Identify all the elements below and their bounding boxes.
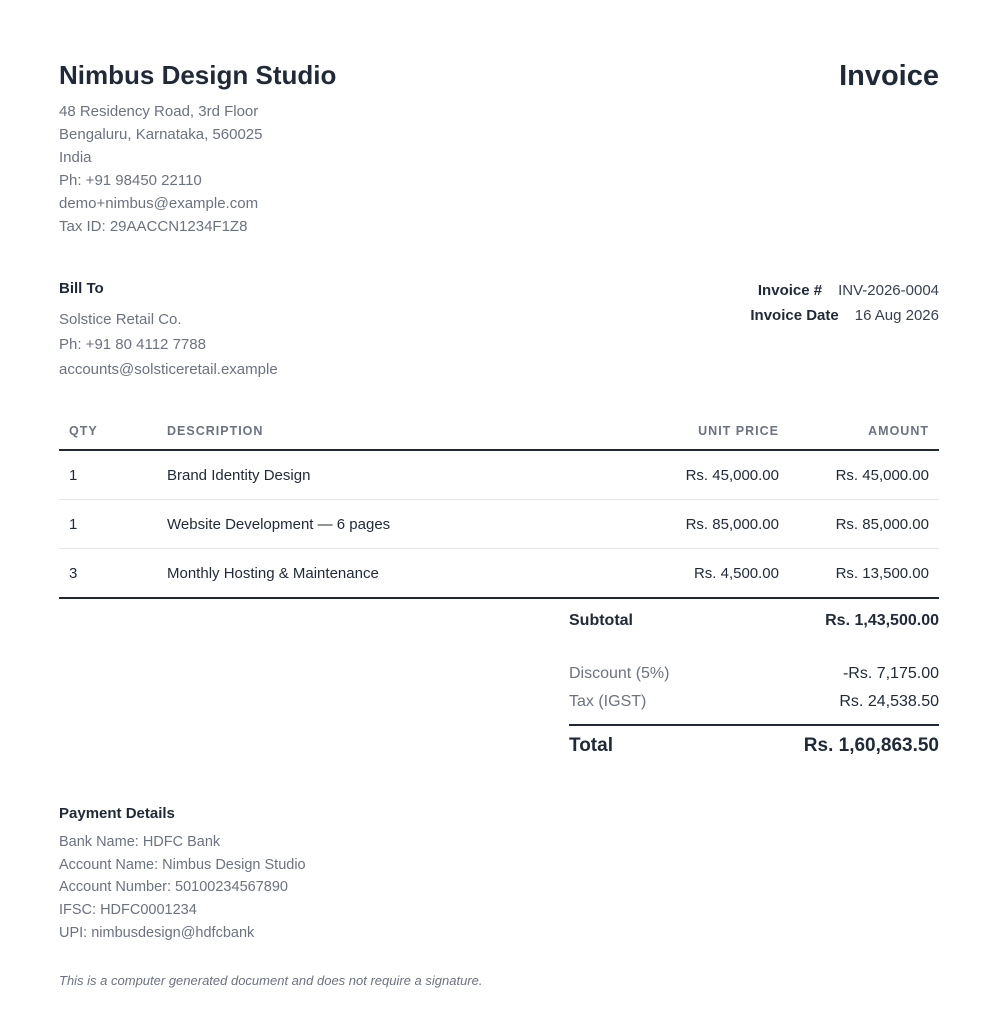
unit-price-header: UNIT PRICE — [569, 412, 789, 450]
client-name: Solstice Retail Co. — [59, 311, 182, 328]
tax-row — [569, 693, 939, 711]
document-title: Invoice — [839, 60, 939, 92]
discount-row — [569, 665, 939, 683]
client-email: accounts@solsticeretail.example — [59, 361, 278, 378]
invoice-meta — [750, 278, 939, 328]
total-value: Rs. 1,60,863.50 — [803, 735, 939, 756]
table-row — [59, 500, 939, 549]
upi-id: UPI: nimbusdesign@hdfcbank — [59, 924, 255, 941]
row-description: Brand Identity Design — [157, 450, 569, 500]
company-email: demo+nimbus@example.com — [59, 195, 259, 212]
company-address — [59, 100, 263, 238]
row-description: Website Development — 6 pages — [157, 500, 569, 549]
invoice-number-value: INV-2026-0004 — [838, 282, 939, 299]
payment-details-label: Payment Details — [59, 805, 175, 822]
row-unit-price: Rs. 4,500.00 — [569, 549, 789, 599]
company-address-line: Bengaluru, Karnataka, 560025 — [59, 126, 263, 143]
company-phone: Ph: +91 98450 22110 — [59, 172, 202, 189]
ifsc-code: IFSC: HDFC0001234 — [59, 902, 197, 919]
subtotal-value: Rs. 1,43,500.00 — [825, 612, 939, 629]
bill-to-details — [59, 307, 278, 382]
amount-header: AMOUNT — [789, 412, 939, 450]
account-number: Account Number: 50100234567890 — [59, 879, 288, 896]
discount-label: Discount (5%) — [569, 665, 670, 682]
line-items-table — [59, 412, 939, 599]
company-address-line: 48 Residency Road, 3rd Floor — [59, 103, 259, 120]
tax-label: Tax (IGST) — [569, 693, 647, 710]
total-divider — [569, 724, 939, 726]
total-label: Total — [569, 735, 613, 756]
description-header: DESCRIPTION — [157, 412, 569, 450]
qty-header: QTY — [59, 412, 157, 450]
invoice-date-row — [750, 303, 939, 328]
invoice-date-value: 16 Aug 2026 — [854, 307, 939, 324]
invoice-number-label: Invoice # — [757, 282, 823, 299]
subtotal-label: Subtotal — [569, 612, 633, 629]
table-row — [59, 450, 939, 500]
bill-to-label: Bill To — [59, 280, 104, 297]
client-phone: Ph: +91 80 4112 7788 — [59, 336, 206, 353]
row-amount: Rs. 13,500.00 — [789, 549, 939, 599]
company-country: India — [59, 149, 92, 166]
row-amount: Rs. 85,000.00 — [789, 500, 939, 549]
row-description: Monthly Hosting & Maintenance — [157, 549, 569, 599]
row-amount: Rs. 45,000.00 — [789, 450, 939, 500]
company-tax-id: Tax ID: 29AACCN1234F1Z8 — [59, 218, 248, 235]
company-name: Nimbus Design Studio — [59, 60, 337, 90]
subtotal-row — [569, 612, 939, 630]
footer-note: This is a computer generated document and does not require a signature. — [59, 973, 483, 988]
row-unit-price: Rs. 85,000.00 — [569, 500, 789, 549]
row-unit-price: Rs. 45,000.00 — [569, 450, 789, 500]
payment-details — [59, 831, 306, 945]
invoice-number-row — [750, 278, 939, 303]
table-header-row — [59, 412, 939, 450]
discount-value: -Rs. 7,175.00 — [842, 665, 939, 682]
row-qty: 1 — [59, 450, 157, 500]
table-row — [59, 549, 939, 599]
account-name: Account Name: Nimbus Design Studio — [59, 856, 306, 873]
row-qty: 1 — [59, 500, 157, 549]
bank-name: Bank Name: HDFC Bank — [59, 834, 221, 850]
row-qty: 3 — [59, 549, 157, 599]
invoice-date-label: Invoice Date — [750, 307, 839, 324]
tax-value: Rs. 24,538.50 — [839, 693, 939, 710]
total-row — [569, 735, 939, 757]
